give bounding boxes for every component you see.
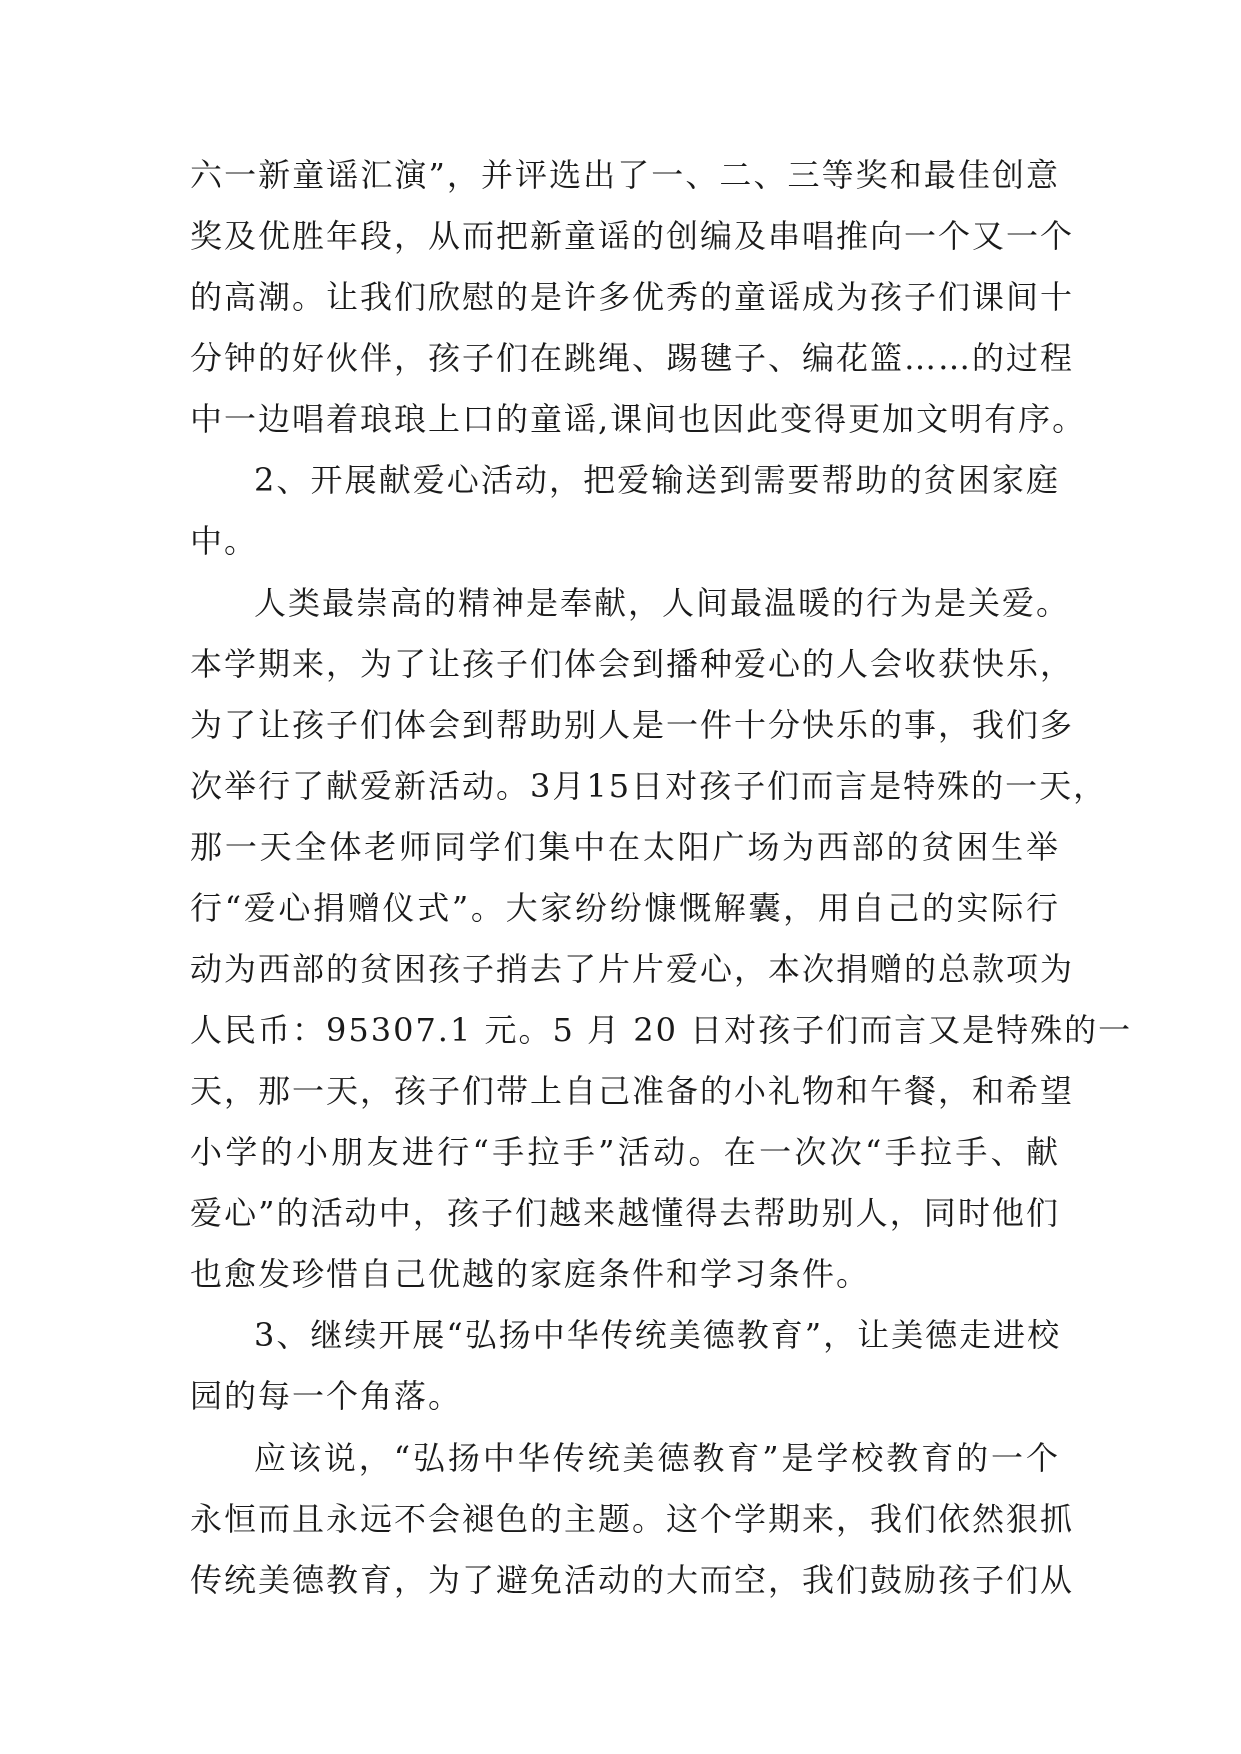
body-text-line: 应该说，“弘扬中华传统美德教育”是学校教育的一个 [254,1439,1060,1477]
body-text-line: 分钟的好伙伴，孩子们在跳绳、踢毽子、编花篮……的过程 [190,339,1075,377]
body-text-line: 天，那一天，孩子们带上自己准备的小礼物和午餐，和希望 [190,1072,1075,1110]
body-text-line: 小学的小朋友进行“手拉手”活动。在一次次“手拉手、献 [190,1133,1060,1171]
body-text-line: 行“爱心捐赠仪式”。大家纷纷慷慨解囊，用自己的实际行 [190,889,1060,927]
body-text-line: 的高潮。让我们欣慰的是许多优秀的童谣成为孩子们课间十 [190,278,1075,316]
body-text-line: 爱心”的活动中，孩子们越来越懂得去帮助别人，同时他们 [190,1194,1060,1232]
body-text-line: 中一边唱着琅琅上口的童谣,课间也因此变得更加文明有序。 [190,400,1087,438]
section-heading-3: 3、继续开展“弘扬中华传统美德教育”，让美德走进校 [254,1316,1062,1354]
body-text-line: 那一天全体老师同学们集中在太阳广场为西部的贫困生举 [190,828,1060,866]
body-text-line: 为了让孩子们体会到帮助别人是一件十分快乐的事，我们多 [190,706,1075,744]
body-text-line: 本学期来，为了让孩子们体会到播种爱心的人会收获快乐， [190,645,1075,683]
body-text-line: 次举行了献爱新活动。3月15日对孩子们而言是特殊的一天， [190,767,1108,805]
body-text-line: 奖及优胜年段，从而把新童谣的创编及串唱推向一个又一个 [190,217,1075,255]
body-text-line: 动为西部的贫困孩子捎去了片片爱心，本次捐赠的总款项为 [190,950,1075,988]
section-heading-2-cont: 中。 [190,522,259,560]
body-text-line: 传统美德教育，为了避免活动的大而空，我们鼓励孩子们从 [190,1561,1075,1599]
body-text-line: 也愈发珍惜自己优越的家庭条件和学习条件。 [190,1255,871,1293]
body-text-line: 人民币：95307.1 元。5 月 20 日对孩子们而言又是特殊的一 [190,1011,1133,1049]
body-text-line: 永恒而且永远不会褪色的主题。这个学期来，我们依然狠抓 [190,1500,1075,1538]
body-text-line: 六一新童谣汇演”，并评选出了一、二、三等奖和最佳创意 [190,156,1060,194]
section-heading-2: 2、开展献爱心活动，把爱输送到需要帮助的贫困家庭 [254,461,1060,499]
section-heading-3-cont: 园的每一个角落。 [190,1377,463,1415]
body-text-line: 人类最崇高的精神是奉献，人间最温暖的行为是关爱。 [254,584,1071,622]
